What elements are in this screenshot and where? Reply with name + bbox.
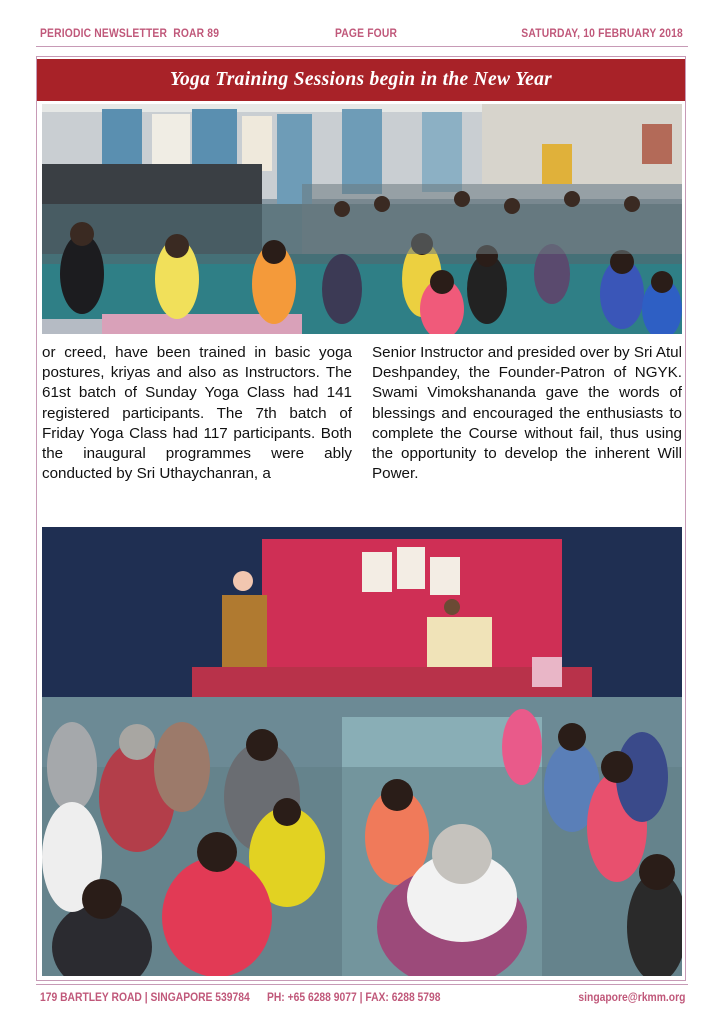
footer-rule — [36, 984, 688, 985]
article-title: Yoga Training Sessions begin in the New Year — [169, 69, 553, 90]
issue-date-label: SATURDAY, 10 FEBRUARY 2018 — [521, 26, 683, 40]
article-column-left: or creed, have been trained in basic yoga postures, kriyas and also as Instructors. The 61st batch of Sunday Yoga Class had 141 registered participants. The 7th batch of Friday Yoga Class had 117 participants. Both the inaugural programmes were ably conducted by Sri Uthaychanran, a — [42, 344, 352, 483]
newsletter-issue-label: PERIODIC NEWSLETTER ROAR 89 — [40, 26, 220, 40]
article-banner — [37, 59, 685, 101]
yoga-class-photo-auditorium — [42, 527, 682, 976]
header-rule — [36, 46, 688, 47]
address-contact-label: 179 BARTLEY ROAD | SINGAPORE 539784 PH: +65 6288 9077 | FAX: 6288 5798 — [40, 990, 441, 1004]
email-link[interactable]: singapore@rkmm.org — [578, 990, 685, 1004]
page-number-label: PAGE FOUR — [335, 26, 398, 40]
article-column-right: Senior Instructor and presided over by Sri Atul Deshpandey, the Founder-Patron of NGYK. Swami Vimokshananda gave the words of blessings and encouraged the enthusiasts to complete the Course without fail, thus using the opportunity to develop the inherent Will Power. — [372, 344, 682, 483]
yoga-class-photo-hall — [42, 104, 682, 334]
